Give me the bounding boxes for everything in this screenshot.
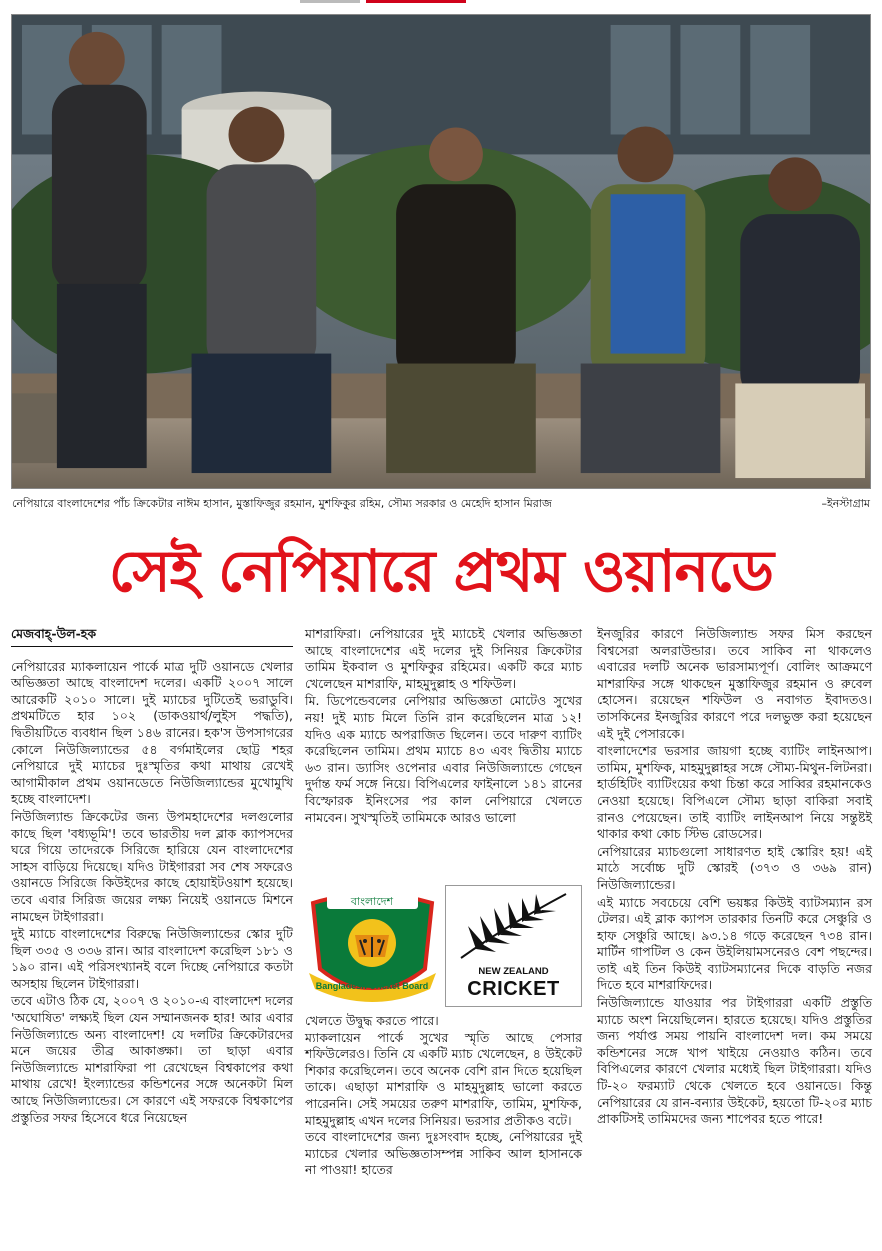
article-column-3: [597, 626, 872, 1129]
paragraph: মাশরাফিরা। নেপিয়ারের দুই ম্যাচেই খেলার অভিজ্ঞতা আছে বাংলাদেশের এই দলের দুই সিনিয়র ক্রিকেটার তামিম ইকবাল ও মুশফিকুর রহিমের। একটি করে ম্যাচ খেলেছেন মাশরাফি, মাহমুদুল্লাহ ও শফিউল।: [305, 626, 582, 691]
photo-illustration: [12, 15, 870, 488]
nz-cricket-logo: [445, 885, 582, 1007]
paragraph: মি. ডিপেন্ডেবলের নেপিয়ার অভিজ্ঞতা মোটেও সুখের নয়! দুই ম্যাচ মিলে তিনি রান করেছিলেন মাত্র ১২! যদিও এক ম্যাচে অপরাজিত ছিলেন। তবে দারুণ ব্যাটিং করেছিলেন তামিম। প্রথম ম্যাচে ৪৩ এবং দ্বিতীয় ম্যাচে ৬৩ রান। ড্যাসিং ওপেনার এবার নিউজিল্যান্ডে গেছেন দুর্দান্ত ফর্ম সঙ্গে নিয়ে। বিপিএলের ফাইনালে ১৪১ রানের বিস্ফোরক ইনিংসের পর কাল নেপিয়ারে খেলতে নামবেন। সুখস্মৃতিই তামিমকে আরও ভালো: [305, 693, 582, 825]
photo-caption: [12, 496, 870, 512]
paragraph: নেপিয়ারের ম্যাকলায়েন পার্কে মাত্র দুটি ওয়ানডে খেলার অভিজ্ঞতা আছে বাংলাদেশ দলের। একটি ২০০৭ সালে আরেকটি ২০১০ সালে। দুই ম্যাচের দুটিতেই ভরাডুবি। প্রথমটিতে হার ১০২ (ডাকওয়ার্থ/লুইস পদ্ধতি), দ্বিতীয়টিতে ব্যবধান ছিল ১৪৬ রানের। হক'স উপসাগরের কোলে নিউজিল্যান্ডের ৫৪ বর্গমাইলের ছোট্ট শহর নেপিয়ারে দুই ম্যাচের দুঃস্মৃতির কথা মাথায় রেখেই আগামীকাল প্রথম ওয়ানডেতে নিউজিল্যান্ডের মুখোমুখি হচ্ছে বাংলাদেশ।: [11, 658, 293, 807]
paragraph: বাংলাদেশের ভরসার জায়গা হচ্ছে ব্যাটিং লাইনআপ। তামিম, মুশফিক, মাহমুদুল্লাহর সঙ্গে সৌম্য-মিথুন-লিটনরা। হার্ডহিটিং ব্যাটিংয়ের কথা চিন্তা করে সাব্বির রহমানকেও নেওয়া হয়েছে। বিপিএলে সৌম্য ছাড়া বাকিরা সবাই রানও পেয়েছেন। তাই ব্যাটিং লাইনআপ নিয়ে সন্তুষ্টই থাকার কথা কোচ স্টিভ রোডসের।: [597, 743, 872, 842]
team-logos: [305, 885, 582, 1007]
paragraph: এই ম্যাচে সবচেয়ে বেশি ভয়ঙ্কর কিউই ব্যাটসম্যান রস টেলর। এই ব্লাক ক্যাপস তারকার তিনটি করে সেঞ্চুরি ও হাফ সেঞ্চুরি আছে। ৯৩.১৪ গড়ে করেছেন ৭৩৪ রান। মার্টিন গাপটিল ও কেন উইলিয়ামসনেরও বেশ পছন্দের। তাই এই তিন কিউই ব্যাটসম্যানের দিকে বাড়তি নজর দিতে হবে মাশরাফিদের।: [597, 894, 872, 993]
paragraph: নেপিয়ারের ম্যাচগুলো সাধারণত হাই স্কোরিং হয়! এই মাঠে সর্বোচ্চ দুটি স্কোরই (৩৭৩ ও ৩৬৯ রান) নিউজিল্যান্ডের।: [597, 843, 872, 892]
paragraph: দুই ম্যাচে বাংলাদেশের বিরুদ্ধে নিউজিল্যান্ডের স্কোর দুটি ছিল ৩৩৫ ও ৩৩৬ রান। আর বাংলাদেশ করেছিল ১৮১ ও ১৯০ রান। এই পরিসংখ্যানই বলে দিচ্ছে নেপিয়ারে কতটা অসহায় ছিলেন টাইগাররা।: [11, 926, 293, 991]
top-rule-red: [366, 0, 466, 3]
caption-text: নেপিয়ারে বাংলাদেশের পাঁচ ক্রিকেটার নাঈম হাসান, মুস্তাফিজুর রহমান, মুশফিকুর রহিম, সৌম্য সরকার ও মেহেদি হাসান মিরাজ: [12, 497, 552, 510]
bcb-logo-bottom-text: Bangladesh Cricket Board: [315, 981, 429, 991]
paragraph: ম্যাকলায়েন পার্কে সুখের স্মৃতি আছে পেসার শফিউলেরও। তিনি যে একটি ম্যাচ খেলেছেন, ৪ উইকেট শিকার করেছিলেন। তবে অনেক বেশি রান দিতে হয়েছিল তাকে। এছাড়া মাশরাফি ও মাহমুদুল্লাহ ভালো করতে পারেননি। সেই সময়ের তরুণ মাশরাফি, তামিম, মুশফিক, মাহমুদুল্লাহ এখন দলের সিনিয়র। ভরসার প্রতীকও বটে।: [305, 1029, 582, 1128]
paragraph: ইনজুরির কারণে নিউজিল্যান্ড সফর মিস করছেন বিশ্বসেরা অলরাউন্ডার। তবে সাকিব না থাকলেও এবারের দলটি অনেক ভারসাম্যপূর্ণ। বোলিং আক্রমণে মাশরাফির সঙ্গে থাকছেন মুস্তাফিজুর রহমান ও রুবেল হোসেন। রয়েছেন শফিউল ও নবাগত ইবাদতও। তাসকিনের ইনজুরির কারণে পরে দলভুক্ত করা হয়েছেন এই দুই পেসারকে।: [597, 626, 872, 741]
fern-icon: [446, 886, 583, 966]
paragraph: খেলতে উদ্বুদ্ধ করতে পারে।: [305, 1013, 439, 1028]
nz-logo-line1: NEW ZEALAND: [478, 966, 549, 977]
photo-credit: –ইনস্টাগ্রাম: [821, 497, 870, 510]
paragraph: নিউজিল্যান্ডে যাওয়ার পর টাইগাররা একটি প্রস্তুতি ম্যাচে অংশ নিয়েছিলেন। হারতে হয়েছে। যদিও প্রস্তুতির জন্য পর্যাপ্ত সময় পায়নি বাংলাদেশ দল। কম সময়ে কন্ডিশনের সঙ্গে খাপ খাইয়ে নেওয়াও কঠিন। তবে বিপিএলের কারণে খেলার মধ্যেই ছিল টাইগাররা। যদিও টি-২০ ফরম্যাট থেকে খেলতে হবে ওয়ানডে। কিন্তু নেপিয়ারের যে রান-বন্যার উইকেট, হয়তো টি-২০র ম্যাচ প্রাকটিসই তামিমদের জন্য শাপেবর হতে পারে!: [597, 995, 872, 1127]
article-column-2-continued: [305, 1013, 582, 1179]
top-rule: [300, 0, 360, 3]
headline: সেই নেপিয়ারে প্রথম ওয়ানডে: [108, 537, 774, 605]
article-column-1: [11, 626, 293, 1127]
article-column-2: [305, 626, 582, 827]
paragraph: তবে বাংলাদেশের জন্য দুঃসংবাদ হচ্ছে, নেপিয়ারের দুই ম্যাচের খেলার অভিজ্ঞতাসম্পন্ন সাকিব আল হাসানকে না পাওয়া! হাতের: [305, 1129, 582, 1178]
cricketers-photo: [11, 14, 871, 489]
bcb-logo-top-text: বাংলাদেশ: [350, 895, 394, 908]
paragraph: তবে এটাও ঠিক যে, ২০০৭ ও ২০১০-এ বাংলাদেশ দলের 'অঘোষিত' লক্ষ্যই ছিল যেন সম্মানজনক হার! আর এবার নিউজিল্যান্ডে অন্য বাংলাদেশ! যে দলটির ক্রিকেটারদের মনে জয়ের তীব্র আকাঙ্ক্ষা। তা ছাড়া এবার নিউজিল্যান্ডে মাশরাফিরা পা রেখেছেন বিশ্বকাপের কথা মাথায় রেখে! ইংল্যান্ডের কন্ডিশনের সঙ্গে অনেকটা মিল আছে নিউজিল্যান্ডের। সে কারণে এই সফরকে বিশ্বকাপের প্রস্তুতির সফর হিসেবে ধরে নিয়েছেন: [11, 993, 293, 1125]
bcb-logo: [305, 885, 440, 1007]
paragraph: নিউজিল্যান্ড ক্রিকেটের জন্য উপমহাদেশের দলগুলোর কাছে ছিল 'বধ্যভূমি'! তবে ভারতীয় দল ব্লাক ক্যাপসদের ঘরে গিয়ে তাদেরকে সিরিজে হারিয়ে যেন বাংলাদেশের সাহস বাড়িয়ে দিয়েছে। যদিও টাইগাররা সব শেষ সফরেও ওয়ানডে সিরিজে কিউইদের কাছে হোয়াইটওয়াশ হয়েছে। তবে এবার সিরিজ জয়ের লক্ষ্য নিয়েই ওয়ানডে মিশনে নামছেন টাইগাররা।: [11, 808, 293, 924]
byline: মেজবাহ্-উল-হক: [11, 626, 293, 647]
nz-logo-line2: CRICKET: [467, 978, 560, 1000]
